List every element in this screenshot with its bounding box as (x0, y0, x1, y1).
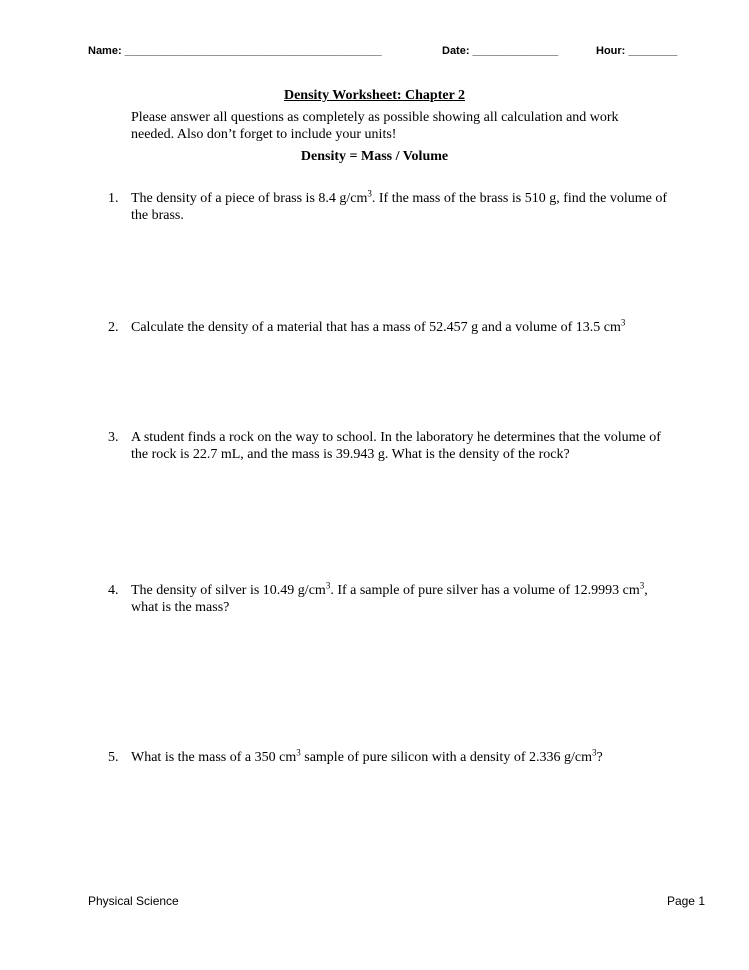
page-title: Density Worksheet: Chapter 2 (283, 88, 466, 103)
question-2 (108, 319, 678, 336)
question-number: 5. (108, 750, 119, 765)
question-4 (108, 582, 678, 616)
superscript: 3 (296, 747, 301, 758)
name-field: Name: __________________________________________ (88, 45, 382, 57)
question-text: What is the mass of a 350 cm (131, 750, 297, 765)
question-text: The density of silver is 10.49 g/cm (131, 583, 326, 598)
date-field: Date: ______________ (442, 45, 559, 57)
question-text: The density of a piece of brass is 8.4 g/cm (131, 191, 368, 206)
question-text: A student finds a rock on the way to school. In the laboratory he determines that the volume of the rock is 22.7 mL, and the mass is 39.943 g. What is the density of the rock? (131, 430, 661, 462)
question-text: . If the mass of the brass is 510 g, find the volume of the brass. (131, 191, 668, 223)
question-text: . If a sample of pure silver has a volume of 12.9993 cm (330, 583, 640, 598)
superscript: 3 (367, 188, 372, 199)
superscript: 3 (325, 580, 331, 591)
instructions: Please answer all questions as completely as possible showing all calculation and work needed. Also don’t forget to include your units! (131, 110, 619, 142)
question-number: 4. (108, 583, 119, 598)
superscript: 3 (639, 580, 645, 591)
question-text: sample of pure silicon with a density of 2.336 g/cm (300, 750, 592, 765)
question-5 (108, 749, 678, 766)
density-formula: Density = Mass / Volume (300, 149, 449, 164)
superscript: 3 (620, 317, 626, 328)
question-1 (108, 190, 678, 224)
question-text: Calculate the density of a material that has a mass of 52.457 g and a volume of 13.5 cm (131, 320, 621, 335)
question-text: , what is the mass? (131, 583, 648, 615)
question-number: 3. (108, 430, 119, 445)
footer-subject: Physical Science (88, 894, 179, 908)
superscript: 3 (591, 747, 597, 758)
footer-page-number: Page 1 (666, 894, 705, 908)
hour-field: Hour: ________ (596, 45, 678, 57)
question-3 (108, 429, 678, 463)
question-text: ? (596, 750, 603, 765)
question-number: 1. (108, 191, 119, 206)
question-number: 2. (108, 320, 119, 335)
